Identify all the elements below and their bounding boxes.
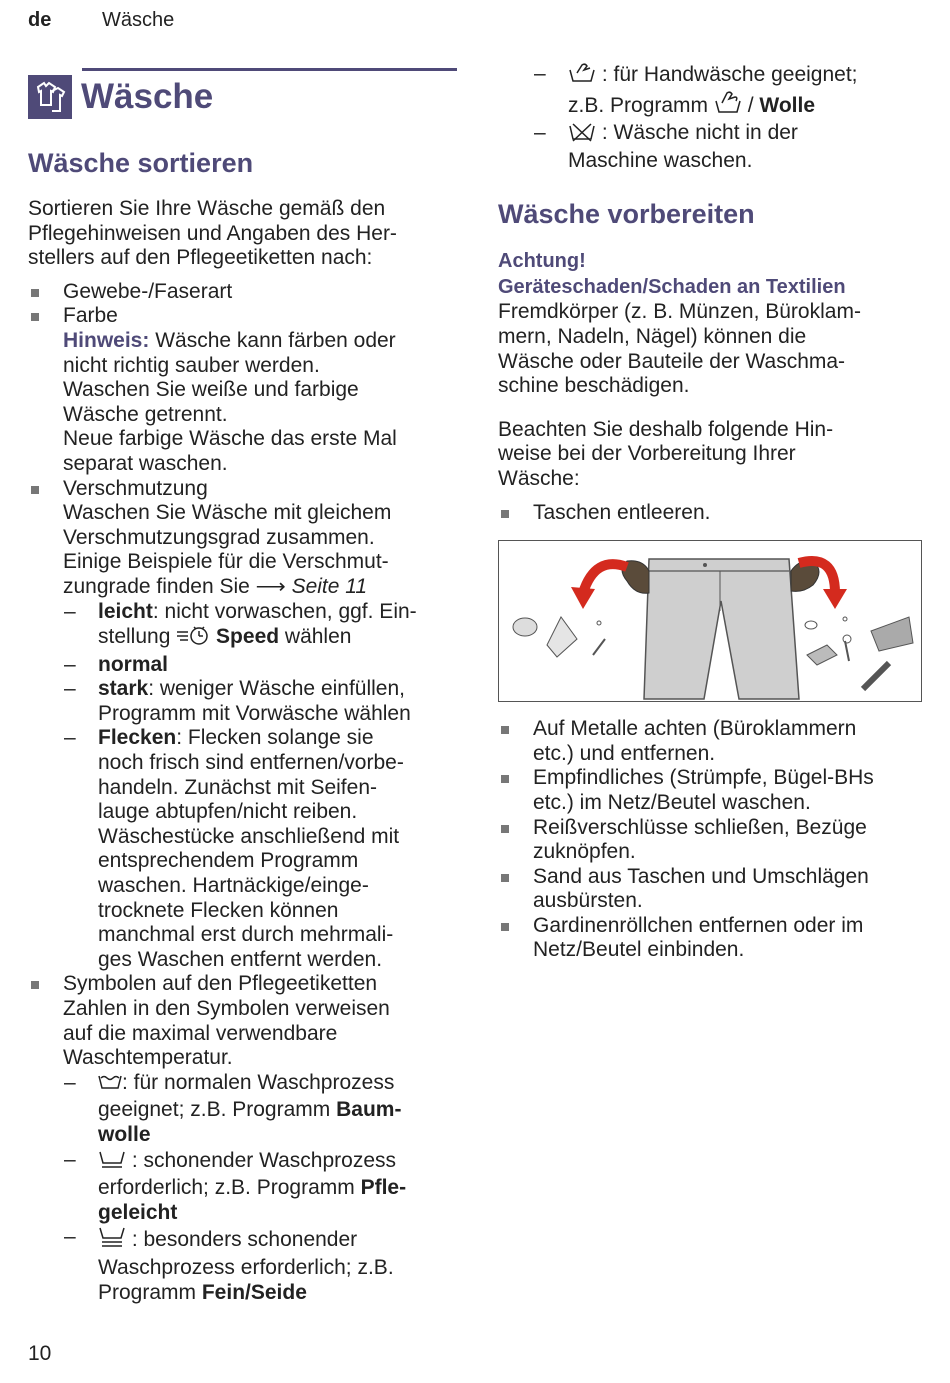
dash-mark: – — [64, 1225, 76, 1249]
term-desc: wählen — [279, 625, 352, 649]
text-line: Waschen Sie Wäsche mit gleichem — [63, 501, 392, 525]
symbol-desc: : für normalen Waschprozess — [122, 1070, 395, 1094]
wash-gentle-icon — [98, 1148, 126, 1177]
term-desc: : weniger Wäsche einfüllen, — [148, 677, 406, 701]
list-item — [498, 62, 928, 121]
dash-mark: – — [64, 1070, 76, 1094]
text-line: weise bei der Vorbereitung Ihrer — [498, 442, 796, 466]
list-item: Symbolen auf den Pflegeetiketten — [28, 972, 468, 997]
soil-text — [28, 501, 468, 599]
text-line: Einige Beispiele für die Verschmut- — [63, 550, 389, 574]
text-line: Wäsche oder Bauteile der Waschma- — [498, 349, 846, 373]
warning-subtitle: Geräteschaden/Schaden an Textilien — [498, 276, 846, 299]
arrow-icon: ⟶ — [255, 574, 286, 598]
laundry-icon — [28, 75, 72, 119]
text-line: Zahlen in den Symbolen verweisen — [63, 997, 390, 1020]
text-line: zungrade finden Sie — [63, 574, 256, 598]
list-item — [28, 1071, 468, 1148]
term-desc: stellung — [98, 625, 177, 649]
term-strong: stark — [98, 677, 149, 701]
dash-mark: – — [64, 652, 76, 676]
prep-heading: Wäsche vorbereiten — [498, 199, 755, 230]
text-line: Sortieren Sie Ihre Wäsche gemäß den — [28, 197, 386, 220]
note-block — [498, 418, 928, 492]
text-line: Pflegehinweisen und Angaben des Her- — [28, 221, 397, 245]
page-number: 10 — [28, 1342, 52, 1365]
list-item — [28, 726, 468, 972]
term-desc: : Flecken solange sie — [176, 726, 374, 750]
text-line: Fremdkörper (z. B. Münzen, Büroklam- — [498, 300, 861, 324]
dash-mark: – — [64, 599, 76, 623]
hint-text: Waschen Sie weiße und farbige — [63, 378, 359, 402]
language-code: de — [28, 9, 52, 31]
section-title — [28, 75, 468, 119]
symbol-desc: : für Handwäsche geeignet; — [596, 63, 858, 86]
page-reference-link[interactable]: Seite 11 — [285, 574, 368, 598]
list-item: Farbe — [28, 304, 468, 329]
list-item: Verschmutzung — [28, 477, 468, 502]
wash-delicate-icon — [98, 1225, 126, 1256]
hint-label: Hinweis: — [63, 328, 150, 352]
wash-normal-icon — [98, 1072, 122, 1099]
sort-intro — [28, 197, 468, 271]
symbols-text — [28, 997, 468, 1071]
text-line: mern, Nadeln, Nägel) können die — [498, 324, 807, 348]
symbol-desc: Programm — [98, 1280, 202, 1304]
hint-text: Wäsche getrennt. — [63, 402, 228, 426]
symbol-desc: z.B. Programm — [568, 93, 714, 117]
term-stains: Flecken — [98, 726, 177, 750]
list-item — [28, 1148, 468, 1226]
symbol-desc: geeignet; z.B. Programm — [98, 1098, 337, 1122]
wool-program-icon — [714, 91, 742, 122]
title-rule — [82, 68, 457, 71]
right-column — [498, 62, 928, 963]
program-name: wolle — [98, 1122, 151, 1146]
text-line: entsprechendem Programm — [98, 849, 359, 873]
list-item — [28, 677, 468, 726]
list-item: Gewebe-/Faserart — [28, 280, 468, 305]
text-line: noch frisch sind entfernen/vorbe- — [98, 751, 404, 775]
hand-wash-icon — [568, 62, 596, 91]
dash-mark: – — [64, 1147, 76, 1171]
text-line: Wäschestücke anschließend mit — [98, 824, 400, 848]
hint-text: nicht richtig sauber werden. — [63, 353, 320, 377]
left-column — [28, 68, 468, 1305]
hint-text: separat waschen. — [63, 451, 228, 475]
text-line: Wäsche: — [498, 466, 580, 490]
program-name: Fein/Seide — [201, 1280, 307, 1304]
text-line: Verschmutzungsgrad zusammen. — [63, 525, 375, 549]
dash-mark: – — [64, 726, 76, 750]
text-line: stellers auf den Pflegeetiketten nach: — [28, 246, 373, 270]
list-item — [28, 600, 468, 653]
list-item: Taschen entleeren. — [498, 501, 928, 526]
speed-icon — [176, 624, 210, 653]
symbol-desc: / — [741, 93, 760, 117]
list-item — [498, 121, 928, 173]
text-line: manchmal erst durch mehrmali- — [98, 923, 394, 947]
symbol-desc: Maschine waschen. — [568, 148, 753, 172]
dash-mark: – — [534, 121, 546, 145]
dash-mark: – — [534, 62, 546, 85]
symbol-desc: : besonders schonender — [126, 1228, 358, 1252]
list-item: Sand aus Taschen und Umschlägen ausbürsten. — [498, 865, 928, 914]
text-line: Waschtemperatur. — [63, 1046, 233, 1070]
text-line: trocknete Flecken können — [98, 898, 339, 922]
text-line: handeln. Zunächst mit Seifen- — [98, 775, 377, 799]
text-line: lauge abtupfen/nicht reiben. — [98, 800, 358, 824]
term-light: leicht — [98, 599, 153, 623]
text-line: Beachten Sie deshalb folgende Hin- — [498, 417, 834, 441]
list-item: Empfindliches (Strümpfe, Bügel-BHs etc.) im Netz/Beutel waschen. — [498, 766, 928, 815]
text-line: waschen. Hartnäckige/einge- — [98, 874, 369, 898]
text-line: schine beschädigen. — [498, 374, 690, 398]
speed-label: Speed — [210, 625, 280, 649]
list-item: Auf Metalle achten (Büroklammern etc.) und entfernen. — [498, 717, 928, 766]
hint-text: Wäsche kann färben oder — [149, 328, 396, 352]
term-normal: normal — [98, 652, 169, 676]
page-title: Wäsche — [81, 76, 214, 116]
program-name: Pfle- — [360, 1176, 407, 1200]
term-desc: Programm mit Vorwäsche wählen — [98, 701, 411, 725]
symbol-desc: Waschprozess erforderlich; z.B. — [98, 1255, 394, 1279]
list-item — [28, 653, 468, 678]
list-item: Reißverschlüsse schließen, Bezüge zuknöpfen. — [498, 816, 928, 865]
sort-heading: Wäsche sortieren — [28, 148, 254, 178]
warning-title: Achtung! — [498, 250, 586, 273]
symbol-desc: : schonender Waschprozess — [126, 1148, 397, 1172]
term-desc: : nicht vorwaschen, ggf. Ein- — [152, 599, 417, 623]
program-name: geleicht — [98, 1200, 178, 1224]
dash-mark: – — [64, 677, 76, 701]
text-line: auf die maximal verwendbare — [63, 1021, 338, 1045]
text-line: ges Waschen entfernt werden. — [98, 947, 383, 971]
list-item — [28, 1225, 468, 1305]
pocket-illustration — [498, 540, 922, 702]
program-name: Baum- — [336, 1098, 402, 1122]
symbol-desc: erforderlich; z.B. Programm — [98, 1176, 361, 1200]
do-not-wash-icon — [568, 122, 596, 149]
symbol-desc: : Wäsche nicht in der — [596, 121, 798, 145]
warning-block — [498, 248, 928, 398]
list-item: Gardinenröllchen entfernen oder im Netz/Beutel einbinden. — [498, 914, 928, 963]
header-title: Wäsche — [102, 9, 175, 31]
hint-text: Neue farbige Wäsche das erste Mal — [63, 427, 397, 451]
program-name: Wolle — [759, 93, 816, 117]
hint-block — [28, 329, 468, 477]
